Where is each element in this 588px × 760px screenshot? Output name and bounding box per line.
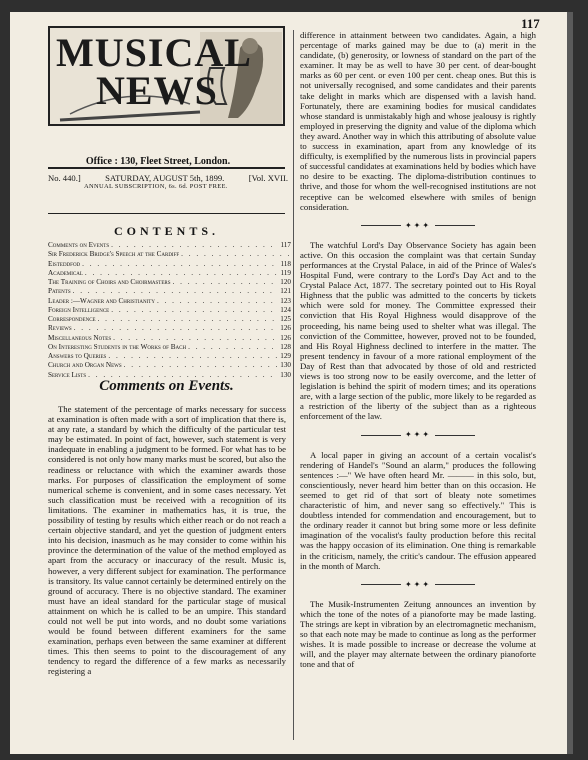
contents-item [48,287,291,296]
article-paragraph: The Musik-Instrumenten Zeitung announces an invention by which the tone of the notes of a pianoforte may be made lasting. The strings are kept in vibration by an electromagnetic mechanism, so that each note may be made to continue as long as the performer wishes. It is made possible to increase or decrease the volume at will, and the player may alternate between the ordinary pianoforte tone and that of [300,598,536,670]
contents-item-title: Sir Frederick Bridge's Speech at the Cardiff [48,250,180,259]
contents-item-title: Academical [48,268,83,277]
divider [48,167,285,169]
contents-item-page: 117 [280,241,291,249]
issue-date: SATURDAY, AUGUST 5th, 1899. [105,173,225,183]
contents-item-title: Service Lists [48,370,87,379]
article-paragraph: A local paper in giving an account of a certain vocalist's rendering of Handel's "Sound an alarm," produces the following sentences :—" We have often heard Mr. ——— in this solo, but, conscientiously, never heard him better than on this occasion. He seemed to get rid of that sort of bleaty note sometimes characteristic of him, and never sang so effectively." This is doubtless intended for commendation and encouragement, but to the ordinary reader it cannot but bring some more or less definite imagination of the vocalist's faulty production before this recital was the happy occasion of its elimination. One thing is remarkable in the criticism, namely, the critic's candour. The effusion appeared in the month of March. [300,449,536,571]
subscription-note: ANNUAL SUBSCRIPTION, 6s. 6d. POST FREE. [84,183,228,190]
issue-number: No. 440.] [48,173,81,183]
right-column-text [300,30,536,669]
leader-dots [173,278,279,287]
masthead-title-line2: NEWS [96,68,218,113]
contents-item-page: 130 [280,370,291,379]
contents-item-page: 119 [280,268,291,277]
leader-dots [73,287,279,296]
leader-dots [98,315,279,324]
leader-dots [82,260,278,269]
contents-item-page: 118 [280,259,291,268]
divider [48,213,285,214]
contents-item-title: Answers to Queries [48,352,107,360]
contents-item [48,269,291,278]
masthead-title-line1: MUSICAL [56,30,252,75]
contents-item-page: 129 [280,352,291,360]
contents-item-page: 125 [280,315,291,323]
contents-item-page: 126 [280,333,291,342]
contents-item [48,250,291,259]
contents-item [48,315,291,324]
leader-dots [124,361,279,370]
left-column-text [48,404,286,677]
contents-item-page: 126 [280,324,291,333]
issue-volume: [Vol. XVII. [248,173,288,183]
contents-item-title: Correspondence [48,315,96,323]
issue-line [48,173,288,190]
contents-item [48,334,291,343]
contents-item-page: 121 [280,287,291,296]
leader-dots [111,306,278,315]
contents-item-title: Church and Organ News [48,361,122,370]
contents-item-page: 128 [280,342,291,351]
contents-item-page: 123 [280,296,291,305]
contents-item [48,260,291,269]
office-address: Office : 130, Fleet Street, London. [85,156,231,167]
contents-item-title: Leader :—Wagner and Christianity [48,296,155,305]
column-divider [293,30,294,740]
contents-item [48,352,291,361]
contents-item [48,343,291,352]
section-ornament: ✦✦✦ [300,221,536,231]
leader-dots [74,324,279,333]
contents-item-title: Foreign Intelligence [48,305,110,314]
contents-heading: CONTENTS. [113,224,220,238]
masthead-banner [48,26,285,126]
contents-item-page: 130 [280,361,291,370]
leader-dots [181,250,289,259]
contents-item [48,297,291,306]
contents-item-title: Comments on Events [48,241,110,249]
article-paragraph: difference in attainment between two candidates. Again, a high percentage of marks gained may be due to (a) merit in the candidate, (b) generosity, or lowness of standard on the part of the examiner. It may be as well to have 30 per cent. of dear-bought marks as 60 per cent. or even 100 per cent. cheap ones. But this is not universally recognised, and some candidates and their parents take delight in marks which are dispensed with a lavish hand. Fortunately, there are examining bodies for musical candidates whose standard is unmistakably high and whose jealousy is rightly employed in preserving the dignity and value of the diploma which they award. Another way in which this attributing of absolute value to success in examination, apart from any knowledge of its difficulty, is exemplified by the numerous lists in provincial papers of successful candidates at examinations held by bodies which have no desire to be exacting. The diploma-distribution continues to thrive, and those for whom the well-recognised institutions are not receptive can be welcomed elsewhere with smiles of benign consideration. [300,30,536,212]
section-ornament: ✦✦✦ [300,430,536,440]
masthead-title [56,30,252,113]
contents-item-title: The Training of Choirs and Choirmasters [48,278,171,286]
leader-dots [108,352,278,361]
contents-item [48,361,291,370]
contents-item [48,306,291,315]
leader-dots [111,241,278,250]
contents-item [48,241,291,250]
leader-dots [113,334,278,343]
section-ornament: ✦✦✦ [300,580,536,590]
contents-item-title: Patents [48,287,71,296]
leader-dots [157,297,278,306]
contents-item-page: 124 [280,305,291,314]
leader-dots [85,269,279,278]
contents-item-title: Miscellaneous Notes [48,333,112,342]
contents-item-title: Reviews [48,324,72,333]
article-paragraph: The watchful Lord's Day Observance Society has again been active. On this occasion the complaint was that certain Sunday performances at the Crystal Palace, in aid of the Prince of Wales's Hospital Fund, were contrary to the Lord's Day Act and to the Crystal Palace Act, 1877. The secretary pointed out to His Royal Highness that the public was admitted to the concerts by tickets which were sold for money. The Committee expressed their conviction that His Royal Highness would disapprove of the proceeding, his name being used to shelter what was illegal. The conviction of the Committee, however, proved not to be founded, and His Royal Highness declined to interfere in the matter. The present tendency in favour of a more rational employment of the Day of Rest than that advocated by those of old and restricted views is too strong now to be easily overcome, and the letter of legislation is behind the spirit of modern times; and its operations are, with a large section of the public, more likely to be regarded as a restriction of the liberty of the subject than as a righteous enforcement of the law. [300,239,536,422]
page-number: 117 [521,16,540,31]
contents-item [48,324,291,333]
contents-item-title: On Interesting Students in the Works of Bach [48,342,187,351]
contents-item-title: Eisteddfod [48,259,81,268]
contents-item-page: 120 [280,278,291,286]
contents-item [48,278,291,287]
contents-list [48,241,291,380]
leader-dots [188,343,278,352]
section-heading: Comments on Events. [99,378,234,394]
article-paragraph: The statement of the percentage of marks necessary for success at examination is often made with a sort of implication that there is, at any rate, a standard by which the difficulty of the particular test may be estimated. In point of fact, however, such statement is very inadequate in enabling a judgment to be formed. For what has to be considered is not only how many marks must be scored, but also the readiness or reluctance with which the examiner awards those marks. For purposes of classification the employment of some numerical scheme is convenient, and in some cases necessary. Yet such classification must be received with a recognition of its limitations. The examiner in mathematics has, it is true, the possibility of testing by results which either reach or do not reach a certain objective standard, and yet the question of judgment enters into his decision, inasmuch as he may consider to come within his province the determination of the value of the method employed as apart from the accuracy or inaccuracy of the result. Music is, however, a very different subject for examination. The performance is transitory. Its value cannot certainly be determined entirely on the ground of accuracy. There is no objective standard. The examiner must have an ideal standard for the particular stage of musical attainment on which he is called to be an umpire. This standard could not well be put into words, and no doubt some variations would be found between different examiners for the same examination, perhaps even between the same examiner at different times. This then seems to point to the discouragement of any tendency to regard the difference of a few marks as necessarily registering a [48,404,286,677]
masthead [48,26,285,151]
